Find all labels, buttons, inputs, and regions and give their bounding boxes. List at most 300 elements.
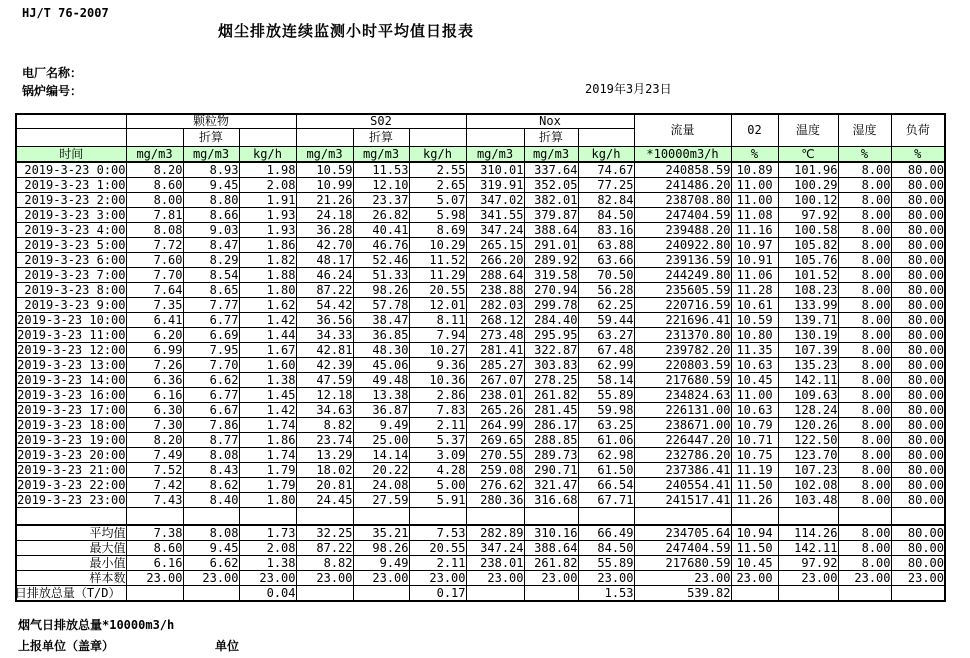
- value-cell: 80.00: [891, 343, 945, 358]
- summary-value-cell: 23.00: [296, 571, 353, 586]
- value-cell: 6.99: [126, 343, 183, 358]
- column-header: 流量: [634, 114, 731, 147]
- value-cell: 105.76: [778, 253, 838, 268]
- value-cell: 80.00: [891, 162, 945, 178]
- summary-value-cell: 388.64: [524, 541, 578, 556]
- value-cell: 34.63: [296, 403, 353, 418]
- value-cell: 8.00: [838, 403, 891, 418]
- value-cell: 239488.20: [634, 223, 731, 238]
- summary-value-cell: 282.89: [466, 525, 524, 541]
- value-cell: 8.00: [838, 253, 891, 268]
- time-header-spacer: [16, 129, 126, 147]
- value-cell: 261.82: [524, 388, 578, 403]
- value-cell: 281.41: [466, 343, 524, 358]
- value-cell: 240922.80: [634, 238, 731, 253]
- summary-value-cell: 2.08: [239, 541, 296, 556]
- summary-row: [16, 541, 945, 556]
- group-header: 颗粒物: [126, 114, 296, 129]
- value-cell: 267.07: [466, 373, 524, 388]
- value-cell: 80.00: [891, 433, 945, 448]
- value-cell: 6.62: [183, 373, 239, 388]
- summary-value-cell: 8.82: [296, 556, 353, 571]
- summary-value-cell: [778, 586, 838, 602]
- value-cell: 59.44: [578, 313, 634, 328]
- value-cell: 109.63: [778, 388, 838, 403]
- timestamp-cell: 2019-3-23 21:00: [17, 462, 126, 477]
- timestamp-cell: 2019-3-23 5:00: [16, 238, 126, 253]
- value-cell: 8.00: [838, 283, 891, 298]
- unit-header: kg/h: [409, 147, 466, 163]
- value-cell: 232786.20: [634, 448, 731, 463]
- value-cell: 80.00: [891, 223, 945, 238]
- value-cell: 20.55: [409, 283, 466, 298]
- blank-cell: [634, 508, 731, 526]
- value-cell: 6.67: [183, 403, 239, 418]
- value-cell: 80.00: [891, 328, 945, 343]
- value-cell: 52.46: [353, 253, 409, 268]
- value-cell: 289.92: [524, 253, 578, 268]
- value-cell: 7.42: [126, 478, 183, 493]
- summary-row: [16, 525, 945, 541]
- table-row: [16, 298, 945, 313]
- value-cell: 2.65: [409, 178, 466, 193]
- summary-value-cell: [466, 586, 524, 602]
- value-cell: 100.12: [778, 193, 838, 208]
- value-cell: 42.39: [296, 358, 353, 373]
- value-cell: 1.79: [239, 463, 296, 478]
- unit-header: mg/m3: [466, 147, 524, 163]
- time-header-spacer: [16, 114, 126, 129]
- value-cell: 34.33: [296, 328, 353, 343]
- value-cell: 8.00: [838, 193, 891, 208]
- value-cell: 80.00: [891, 298, 945, 313]
- value-cell: 25.00: [353, 433, 409, 448]
- value-cell: 36.28: [296, 223, 353, 238]
- subheader-spacer: [296, 129, 353, 147]
- value-cell: 8.00: [838, 418, 891, 433]
- summary-value-cell: 23.00: [578, 571, 634, 586]
- value-cell: 48.17: [296, 253, 353, 268]
- unit-header: %: [731, 147, 778, 163]
- value-cell: 10.80: [731, 328, 778, 343]
- timestamp-cell: 2019-3-23 13:00: [17, 357, 126, 372]
- value-cell: 347.02: [466, 193, 524, 208]
- value-cell: 7.70: [183, 358, 239, 373]
- blank-cell: [578, 508, 634, 526]
- value-cell: 9.45: [183, 178, 239, 193]
- value-cell: 240858.59: [634, 162, 731, 178]
- value-cell: 8.00: [838, 313, 891, 328]
- value-cell: 2.55: [409, 162, 466, 178]
- value-cell: 11.19: [731, 463, 778, 478]
- value-cell: 244249.80: [634, 268, 731, 283]
- column-header: 负荷: [891, 114, 945, 147]
- blank-cell: [296, 508, 353, 526]
- value-cell: 8.00: [838, 162, 891, 178]
- value-cell: 38.47: [353, 313, 409, 328]
- summary-value-cell: 20.55: [409, 541, 466, 556]
- timestamp-cell: 2019-3-23 20:00: [17, 447, 126, 462]
- value-cell: 108.23: [778, 283, 838, 298]
- value-cell: 2.11: [409, 418, 466, 433]
- timestamp-cell: 2019-3-23 14:00: [17, 372, 126, 387]
- summary-value-cell: 2.11: [409, 556, 466, 571]
- value-cell: 59.98: [578, 403, 634, 418]
- summary-value-cell: 80.00: [891, 556, 945, 571]
- value-cell: 1.44: [239, 328, 296, 343]
- value-cell: 8.47: [183, 238, 239, 253]
- value-cell: 80.00: [891, 358, 945, 373]
- unit-header: mg/m3: [524, 147, 578, 163]
- subheader-spacer: [409, 129, 466, 147]
- value-cell: 12.01: [409, 298, 466, 313]
- summary-value-cell: 6.62: [183, 556, 239, 571]
- value-cell: 80.00: [891, 388, 945, 403]
- blank-cell: [16, 508, 126, 526]
- value-cell: 57.78: [353, 298, 409, 313]
- value-cell: 8.20: [126, 162, 183, 178]
- value-cell: 9.03: [183, 223, 239, 238]
- value-cell: 288.85: [524, 433, 578, 448]
- value-cell: 6.16: [126, 388, 183, 403]
- value-cell: 7.86: [183, 418, 239, 433]
- unit-header: mg/m3: [296, 147, 353, 163]
- table-row: [16, 162, 945, 178]
- value-cell: 66.54: [578, 478, 634, 493]
- summary-value-cell: 23.00: [731, 571, 778, 586]
- unit-header: mg/m3: [353, 147, 409, 163]
- summary-value-cell: 9.45: [183, 541, 239, 556]
- value-cell: 266.20: [466, 253, 524, 268]
- summary-value-cell: 23.00: [183, 571, 239, 586]
- value-cell: 11.06: [731, 268, 778, 283]
- timestamp-cell: 2019-3-23 4:00: [16, 223, 126, 238]
- value-cell: 352.05: [524, 178, 578, 193]
- value-cell: 24.45: [296, 493, 353, 508]
- blank-cell: [778, 508, 838, 526]
- value-cell: 288.64: [466, 268, 524, 283]
- value-cell: 83.16: [578, 223, 634, 238]
- value-cell: 61.50: [578, 463, 634, 478]
- summary-label-cell: 样本数: [16, 571, 126, 586]
- value-cell: 36.56: [296, 313, 353, 328]
- value-cell: 80.00: [891, 373, 945, 388]
- converted-subheader: 折算: [524, 129, 578, 147]
- table-row: [16, 403, 945, 418]
- value-cell: 259.08: [466, 463, 524, 478]
- value-cell: 7.49: [126, 448, 183, 463]
- summary-value-cell: [524, 586, 578, 602]
- value-cell: 231370.80: [634, 328, 731, 343]
- summary-value-cell: 142.11: [778, 541, 838, 556]
- value-cell: 295.95: [524, 328, 578, 343]
- value-cell: 97.92: [778, 208, 838, 223]
- value-cell: 316.68: [524, 493, 578, 508]
- summary-value-cell: 234705.64: [634, 525, 731, 541]
- flue-gas-total-note: 烟气日排放总量*10000m3/h: [18, 618, 175, 632]
- timestamp-cell: 2019-3-23 12:00: [17, 342, 126, 357]
- value-cell: 80.00: [891, 463, 945, 478]
- value-cell: 7.52: [126, 463, 183, 478]
- timestamp-cell: 2019-3-23 3:00: [16, 208, 126, 223]
- subheader-spacer: [466, 129, 524, 147]
- value-cell: 80.00: [891, 478, 945, 493]
- value-cell: 8.00: [838, 208, 891, 223]
- value-cell: 220716.59: [634, 298, 731, 313]
- value-cell: 13.29: [296, 448, 353, 463]
- summary-value-cell: 23.00: [778, 571, 838, 586]
- value-cell: 8.00: [838, 358, 891, 373]
- value-cell: 238708.80: [634, 193, 731, 208]
- value-cell: 388.64: [524, 223, 578, 238]
- value-cell: 11.16: [731, 223, 778, 238]
- table-row: [16, 478, 945, 493]
- value-cell: 276.62: [466, 478, 524, 493]
- value-cell: 1.98: [239, 162, 296, 178]
- value-cell: 63.88: [578, 238, 634, 253]
- value-cell: 273.48: [466, 328, 524, 343]
- summary-value-cell: 247404.59: [634, 541, 731, 556]
- table-row: [16, 373, 945, 388]
- table-row: [16, 448, 945, 463]
- value-cell: 14.14: [353, 448, 409, 463]
- summary-value-cell: 10.94: [731, 525, 778, 541]
- summary-value-cell: 23.00: [126, 571, 183, 586]
- value-cell: 8.60: [126, 178, 183, 193]
- value-cell: 282.03: [466, 298, 524, 313]
- unit-header: *10000m3/h: [634, 147, 731, 163]
- value-cell: 80.00: [891, 208, 945, 223]
- value-cell: 123.70: [778, 448, 838, 463]
- summary-value-cell: [838, 586, 891, 602]
- value-cell: 9.49: [353, 418, 409, 433]
- summary-value-cell: 539.82: [634, 586, 731, 602]
- summary-value-cell: [296, 586, 353, 602]
- summary-value-cell: 66.49: [578, 525, 634, 541]
- reporting-unit-label: 上报单位（盖章）: [18, 639, 115, 653]
- value-cell: 8.00: [838, 298, 891, 313]
- value-cell: 63.27: [578, 328, 634, 343]
- value-cell: 8.77: [183, 433, 239, 448]
- summary-value-cell: [353, 586, 409, 602]
- value-cell: 36.87: [353, 403, 409, 418]
- value-cell: 10.36: [409, 373, 466, 388]
- value-cell: 8.54: [183, 268, 239, 283]
- value-cell: 8.00: [838, 478, 891, 493]
- summary-value-cell: 80.00: [891, 525, 945, 541]
- value-cell: 130.19: [778, 328, 838, 343]
- value-cell: 1.60: [239, 358, 296, 373]
- value-cell: 1.82: [239, 253, 296, 268]
- value-cell: 239782.20: [634, 343, 731, 358]
- value-cell: 133.99: [778, 298, 838, 313]
- value-cell: 303.83: [524, 358, 578, 373]
- converted-subheader: 折算: [183, 129, 239, 147]
- summary-row: [16, 556, 945, 571]
- value-cell: 142.11: [778, 373, 838, 388]
- value-cell: 10.59: [731, 313, 778, 328]
- value-cell: 8.08: [183, 448, 239, 463]
- value-cell: 51.33: [353, 268, 409, 283]
- value-cell: 4.28: [409, 463, 466, 478]
- unit-header: mg/m3: [183, 147, 239, 163]
- value-cell: 1.86: [239, 238, 296, 253]
- value-cell: 299.78: [524, 298, 578, 313]
- summary-value-cell: 23.00: [838, 571, 891, 586]
- value-cell: 8.00: [838, 388, 891, 403]
- report-date: 2019年3月23日: [585, 82, 672, 96]
- value-cell: 55.89: [578, 388, 634, 403]
- table-row: [16, 418, 945, 433]
- summary-value-cell: 7.38: [126, 525, 183, 541]
- unit-header: %: [891, 147, 945, 163]
- value-cell: 61.06: [578, 433, 634, 448]
- value-cell: 98.26: [353, 283, 409, 298]
- value-cell: 80.00: [891, 238, 945, 253]
- value-cell: 281.45: [524, 403, 578, 418]
- value-cell: 265.26: [466, 403, 524, 418]
- value-cell: 80.00: [891, 283, 945, 298]
- value-cell: 36.85: [353, 328, 409, 343]
- value-cell: 7.81: [126, 208, 183, 223]
- value-cell: 20.81: [296, 478, 353, 493]
- value-cell: 237386.41: [634, 463, 731, 478]
- value-cell: 120.26: [778, 418, 838, 433]
- value-cell: 103.48: [778, 493, 838, 508]
- value-cell: 70.50: [578, 268, 634, 283]
- value-cell: 241517.41: [634, 493, 731, 508]
- summary-value-cell: [891, 586, 945, 602]
- value-cell: 217680.59: [634, 373, 731, 388]
- value-cell: 10.61: [731, 298, 778, 313]
- value-cell: 135.23: [778, 358, 838, 373]
- summary-row: [16, 586, 945, 602]
- value-cell: 268.12: [466, 313, 524, 328]
- value-cell: 240554.41: [634, 478, 731, 493]
- value-cell: 290.71: [524, 463, 578, 478]
- value-cell: 284.40: [524, 313, 578, 328]
- value-cell: 40.41: [353, 223, 409, 238]
- value-cell: 10.79: [731, 418, 778, 433]
- summary-value-cell: 217680.59: [634, 556, 731, 571]
- summary-value-cell: 261.82: [524, 556, 578, 571]
- value-cell: 47.59: [296, 373, 353, 388]
- table-row: [16, 388, 945, 403]
- value-cell: 10.27: [409, 343, 466, 358]
- timestamp-cell: 2019-3-23 18:00: [17, 417, 126, 432]
- value-cell: 247404.59: [634, 208, 731, 223]
- value-cell: 26.82: [353, 208, 409, 223]
- value-cell: 10.45: [731, 373, 778, 388]
- value-cell: 20.22: [353, 463, 409, 478]
- value-cell: 11.53: [353, 162, 409, 178]
- summary-value-cell: 55.89: [578, 556, 634, 571]
- value-cell: 105.82: [778, 238, 838, 253]
- value-cell: 1.79: [239, 478, 296, 493]
- value-cell: 8.65: [183, 283, 239, 298]
- value-cell: 2.08: [239, 178, 296, 193]
- value-cell: 62.99: [578, 358, 634, 373]
- value-cell: 10.99: [296, 178, 353, 193]
- value-cell: 10.89: [731, 162, 778, 178]
- value-cell: 24.18: [296, 208, 353, 223]
- summary-value-cell: 8.08: [183, 525, 239, 541]
- value-cell: 8.00: [126, 193, 183, 208]
- value-cell: 48.30: [353, 343, 409, 358]
- blank-cell: [239, 508, 296, 526]
- value-cell: 7.94: [409, 328, 466, 343]
- boiler-number-label: 锅炉编号：: [22, 84, 83, 98]
- value-cell: 80.00: [891, 313, 945, 328]
- value-cell: 8.00: [838, 178, 891, 193]
- value-cell: 1.86: [239, 433, 296, 448]
- column-header: 湿度: [838, 114, 891, 147]
- summary-label-cell: 最大值: [16, 541, 126, 556]
- value-cell: 87.22: [296, 283, 353, 298]
- value-cell: 286.17: [524, 418, 578, 433]
- group-header: S02: [296, 114, 466, 129]
- value-cell: 8.00: [838, 343, 891, 358]
- value-cell: 269.65: [466, 433, 524, 448]
- value-cell: 23.37: [353, 193, 409, 208]
- value-cell: 8.11: [409, 313, 466, 328]
- value-cell: 54.42: [296, 298, 353, 313]
- value-cell: 8.00: [838, 448, 891, 463]
- value-cell: 58.14: [578, 373, 634, 388]
- value-cell: 7.64: [126, 283, 183, 298]
- summary-value-cell: 7.53: [409, 525, 466, 541]
- value-cell: 1.67: [239, 343, 296, 358]
- summary-row: [16, 571, 945, 586]
- value-cell: 1.42: [239, 403, 296, 418]
- converted-subheader: 折算: [353, 129, 409, 147]
- column-header: 温度: [778, 114, 838, 147]
- value-cell: 1.74: [239, 448, 296, 463]
- value-cell: 101.96: [778, 162, 838, 178]
- value-cell: 264.99: [466, 418, 524, 433]
- summary-value-cell: 1.38: [239, 556, 296, 571]
- value-cell: 1.93: [239, 223, 296, 238]
- timestamp-cell: 2019-3-23 2:00: [16, 193, 126, 208]
- value-cell: 8.62: [183, 478, 239, 493]
- summary-value-cell: 84.50: [578, 541, 634, 556]
- value-cell: 102.08: [778, 478, 838, 493]
- value-cell: 74.67: [578, 162, 634, 178]
- table-row: [16, 208, 945, 223]
- summary-value-cell: 8.00: [838, 541, 891, 556]
- value-cell: 7.30: [126, 418, 183, 433]
- value-cell: 11.00: [731, 178, 778, 193]
- timestamp-cell: 2019-3-23 16:00: [17, 387, 126, 402]
- value-cell: 80.00: [891, 418, 945, 433]
- value-cell: 226447.20: [634, 433, 731, 448]
- value-cell: 2.86: [409, 388, 466, 403]
- summary-label: 日排放总量（T/D）: [14, 586, 121, 600]
- value-cell: 10.63: [731, 358, 778, 373]
- blank-cell: [353, 508, 409, 526]
- table-header: [16, 114, 945, 162]
- value-cell: 270.94: [524, 283, 578, 298]
- value-cell: 1.88: [239, 268, 296, 283]
- value-cell: 100.29: [778, 178, 838, 193]
- table-row: [16, 343, 945, 358]
- value-cell: 84.50: [578, 208, 634, 223]
- value-cell: 12.10: [353, 178, 409, 193]
- value-cell: 10.75: [731, 448, 778, 463]
- value-cell: 8.00: [838, 328, 891, 343]
- value-cell: 6.30: [126, 403, 183, 418]
- summary-value-cell: 32.25: [296, 525, 353, 541]
